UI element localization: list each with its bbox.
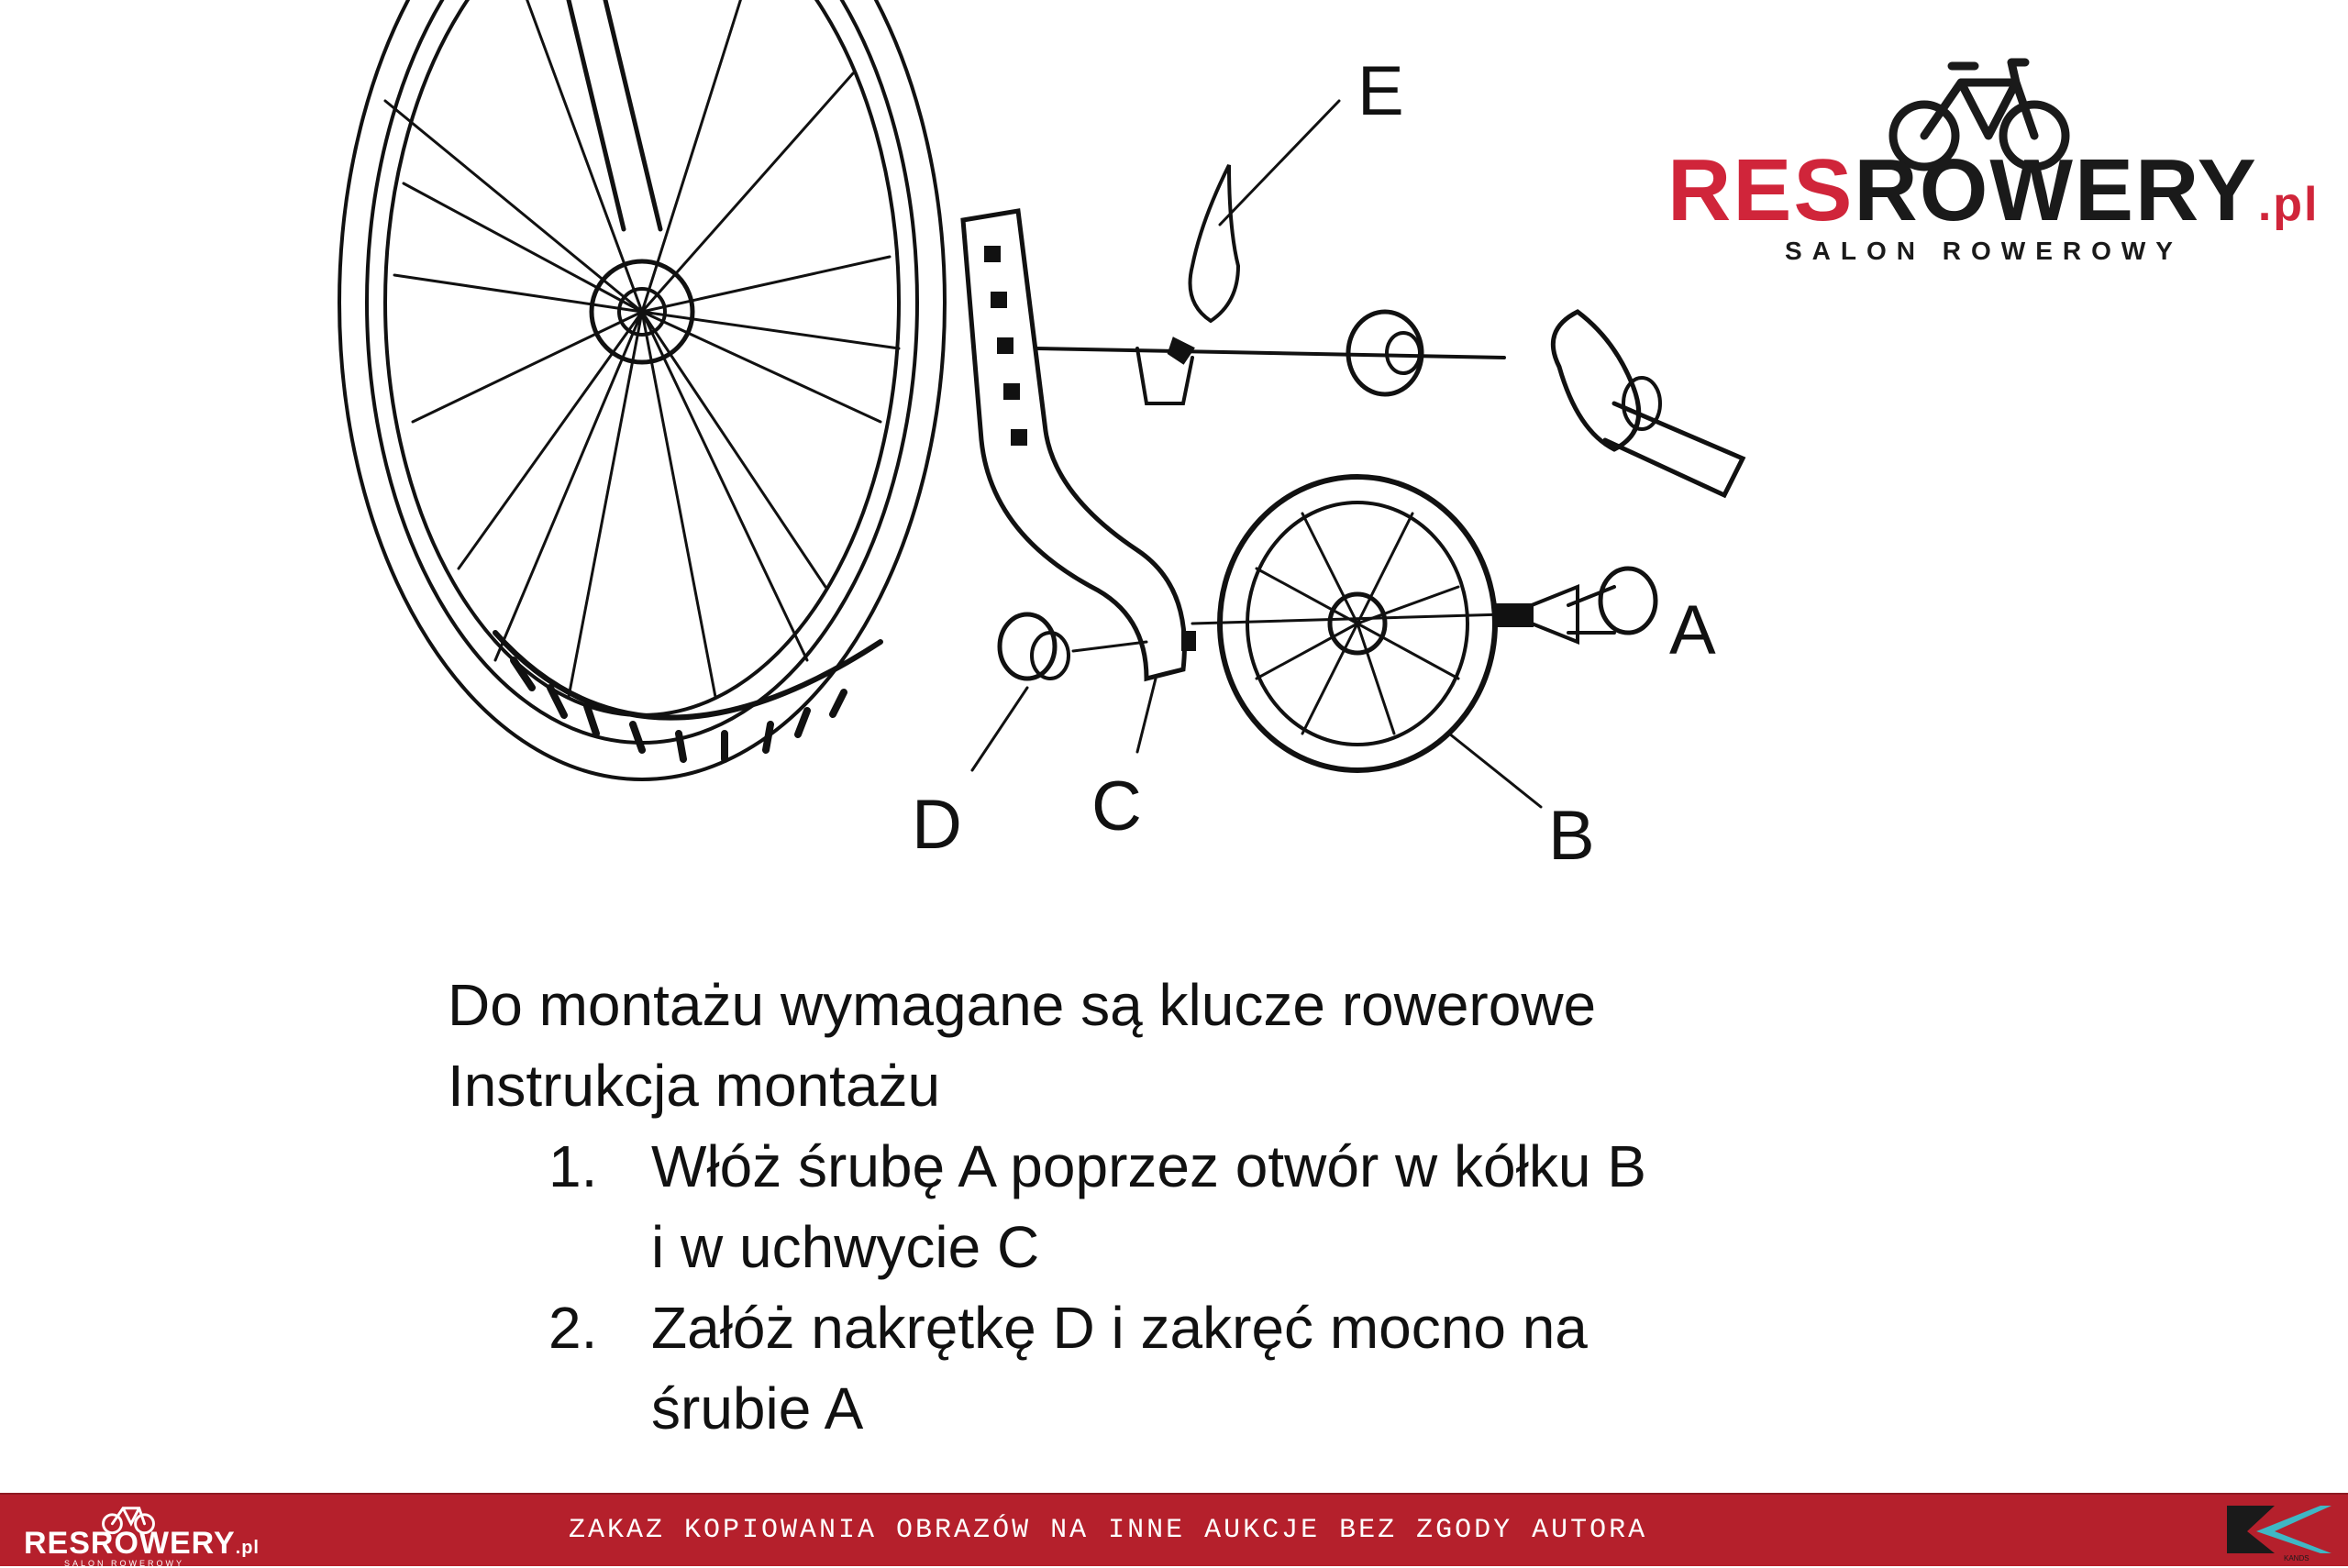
step-text: Włóż śrubę A poprzez otwór w kółku B bbox=[651, 1133, 1646, 1199]
training-wheel-part-b bbox=[1220, 477, 1541, 807]
tools-required-text: Do montażu wymagane są klucze rowerowe bbox=[448, 972, 1597, 1038]
bracket-clip-part-e bbox=[1137, 101, 1339, 403]
brand-wordmark: RESROWERY.pl bbox=[1667, 141, 2320, 239]
footer-brand-text: RESROWERY.pl bbox=[24, 1526, 260, 1561]
label-part-a: A bbox=[1669, 591, 1716, 669]
wrench bbox=[1553, 312, 1743, 495]
step-text: Załóż nakrętkę D i zakręć mocno na bbox=[651, 1295, 1588, 1361]
brand-tagline: SALON ROWEROWY bbox=[1785, 237, 2183, 265]
label-part-b: B bbox=[1548, 797, 1595, 875]
instruction-step bbox=[448, 1287, 1915, 1449]
brand-logo bbox=[1667, 55, 2320, 275]
svg-text:KANDS: KANDS bbox=[2284, 1554, 2309, 1562]
nut-part-d bbox=[972, 614, 1146, 770]
instruction-steps bbox=[448, 1126, 1915, 1449]
step-text-continued: i w uchwycie C bbox=[651, 1214, 1040, 1280]
step-text-continued: śrubie A bbox=[651, 1375, 864, 1441]
footer-brand-logo bbox=[24, 1500, 260, 1568]
bicycle-wheel bbox=[339, 0, 945, 779]
footer-brand-tagline: SALON ROWEROWY bbox=[64, 1559, 185, 1568]
bolt-part-a bbox=[1192, 569, 1656, 642]
step-number: 1. bbox=[548, 1133, 598, 1199]
copyright-notice: ZAKAZ KOPIOWANIA OBRAZÓW NA INNE AUKCJE BEZ ZGODY AUTORA bbox=[569, 1515, 1648, 1546]
assembly-instructions bbox=[448, 965, 1915, 1449]
step-number: 2. bbox=[548, 1295, 598, 1361]
footer-bar bbox=[0, 1493, 2348, 1566]
bracket-part-c bbox=[963, 211, 1194, 679]
label-part-d: D bbox=[912, 786, 962, 864]
label-part-e: E bbox=[1357, 52, 1404, 130]
instructions-heading: Instrukcja montażu bbox=[448, 1053, 941, 1119]
instruction-step bbox=[448, 1126, 1915, 1287]
kands-logo-icon bbox=[2220, 1500, 2339, 1562]
label-part-c: C bbox=[1091, 767, 1142, 845]
